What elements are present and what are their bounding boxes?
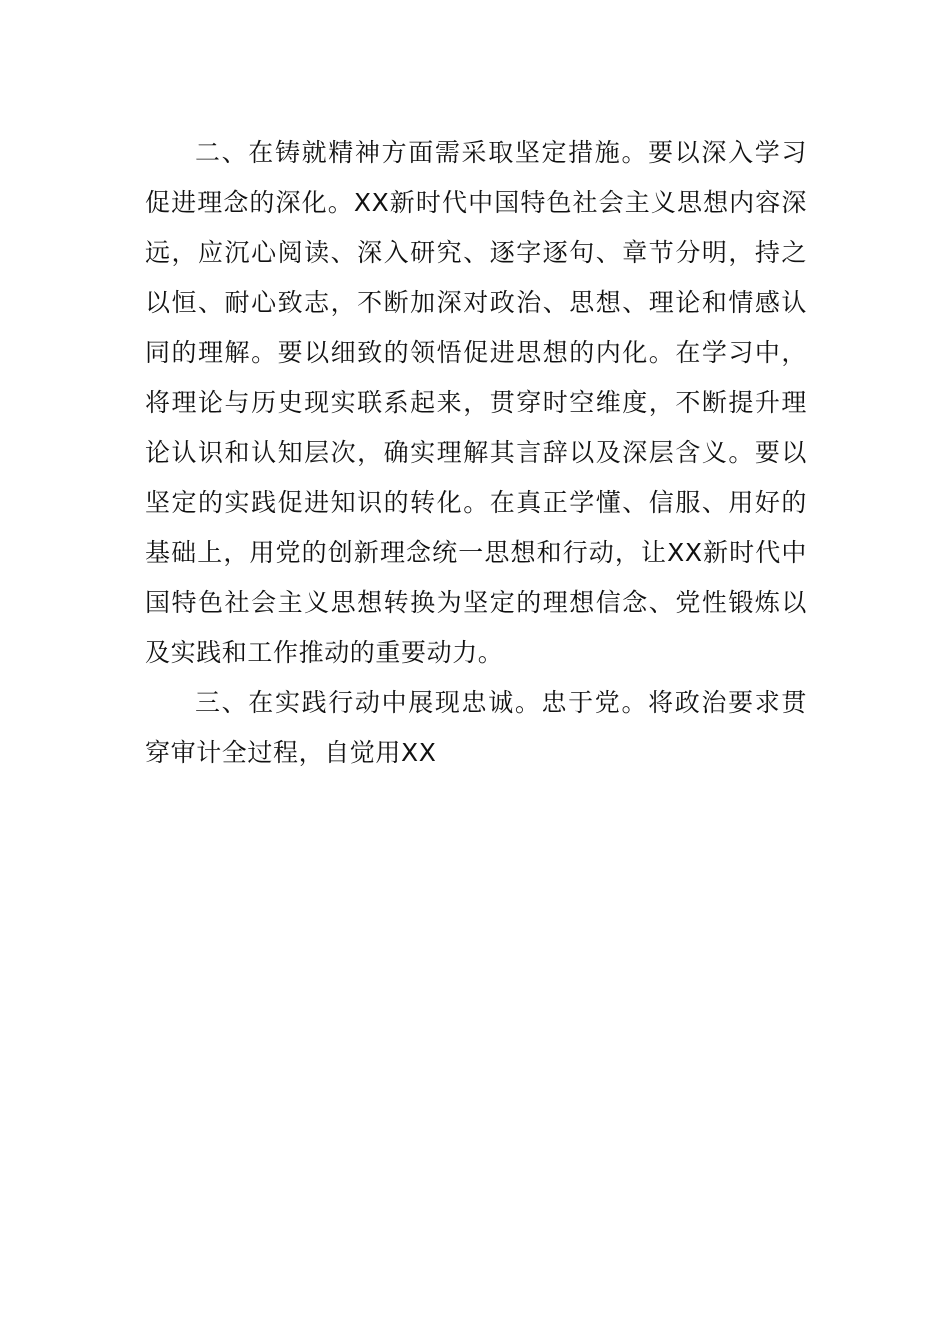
paragraph-section-two: 二、在铸就精神方面需采取坚定措施。要以深入学习促进理念的深化。XX新时代中国特色社会主义思想内容深远，应沉心阅读、深入研究、逐字逐句、章节分明，持之以恒、耐心致志，不断加深对政治、思想、理论和情感认同的理解。要以细致的领悟促进思想的内化。在学习中，将理论与历史现实联系起来，贯穿时空维度，不断提升理论认识和认知层次，确实理解其言辞以及深层含义。要以坚定的实践促进知识的转化。在真正学懂、信服、用好的基础上，用党的创新理念统一思想和行动，让XX新时代中国特色社会主义思想转换为坚定的理想信念、党性锻炼以及实践和工作推动的重要动力。 <box>145 138 807 667</box>
document-body <box>145 128 807 778</box>
paragraph-section-three: 三、在实践行动中展现忠诚。忠于党。将政治要求贯穿审计全过程，自觉用XX <box>145 688 807 767</box>
